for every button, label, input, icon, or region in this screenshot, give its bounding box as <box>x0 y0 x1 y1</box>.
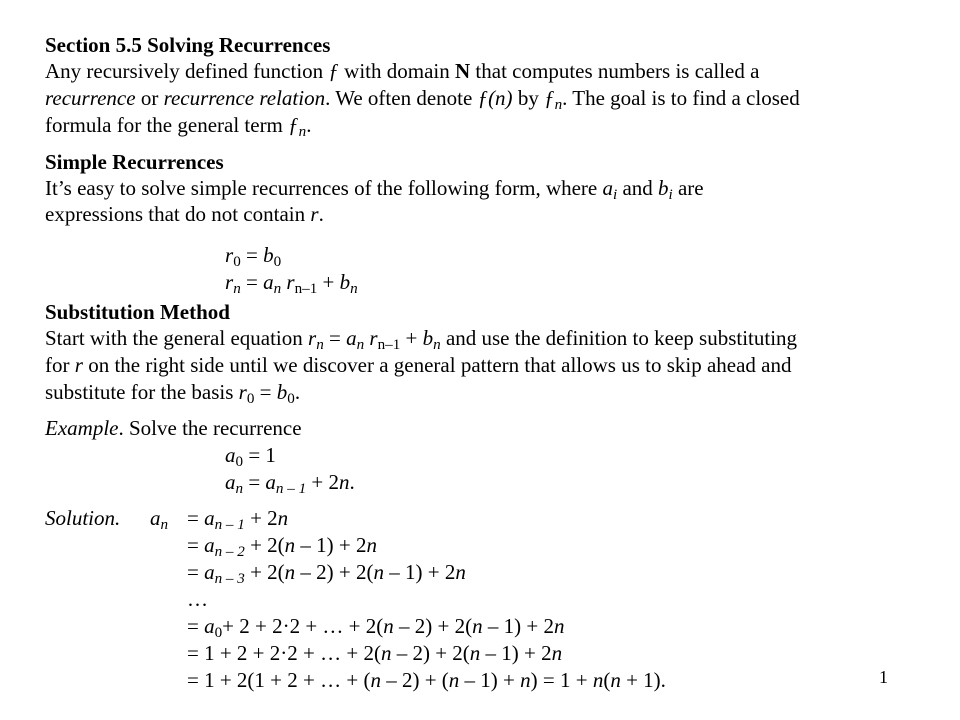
example-line: Example. Solve the recurrence <box>45 416 302 440</box>
page-number: 1 <box>879 667 888 687</box>
solution-step-6: = 1 + 2 + 2·2 + … + 2(n – 2) + 2(n – 1) + 2n <box>187 641 563 665</box>
example-a0: $a_0 = 1$ <box>225 443 276 471</box>
section-title: Section 5.5 Solving Recurrences <box>45 33 331 57</box>
example-an: $a_n = a_{n - 1} + 2n$. <box>225 470 355 498</box>
solution-step-3: = $a_{n - 3} + 2(n - 2) + 2(n - 1) + 2n$ <box>187 560 466 588</box>
solution-step-2: = $a_{n - 2} + 2(n - 1) + 2n$ <box>187 533 377 561</box>
subst-line-3: substitute for the basis $r_0 = b_0$. <box>45 380 301 408</box>
solution-ellipsis: … <box>187 587 208 611</box>
intro-line-3: formula for the general term $ƒ_n$. <box>45 113 312 141</box>
equation-rn: $r_n = a_n$ $r_{n-1} + b_n$ <box>225 270 358 298</box>
simple-recurrences-heading: Simple Recurrences <box>45 150 224 174</box>
solution-an: $a_n$ <box>150 506 169 534</box>
solution-step-7: = 1 + 2(1 + 2 + … + (n – 2) + (n – 1) + n) = 1 + n(n + 1). <box>187 668 666 692</box>
solution-step-1: = $a_{n - 1} + 2n$ <box>187 506 289 534</box>
subst-line-2: for r on the right side until we discover a general pattern that allows us to skip ahead and <box>45 353 792 377</box>
simple-line-1: It’s easy to solve simple recurrences of the following form, where $a_i$ and $b_i$ are <box>45 176 704 204</box>
substitution-heading: Substitution Method <box>45 300 230 324</box>
subst-line-1: Start with the general equation $r_n = a_n$ $r_{n-1} + b_n$ and use the definition to keep substituting <box>45 326 798 354</box>
intro-line-1: Any recursively defined function ƒ with domain N that computes numbers is called a <box>45 59 760 83</box>
simple-line-2: expressions that do not contain r. <box>45 202 324 226</box>
solution-step-5: = $a_0+ 2 + 2\cdot 2$ + … + 2(n – 2) + 2(n – 1) + 2n <box>187 614 565 642</box>
solution-label: Solution. <box>45 506 121 530</box>
equation-r0: $r_0 = b_0$ <box>225 243 282 271</box>
intro-line-2: recurrence or recurrence relation. We often denote ƒ(n) by $ƒ_n$. The goal is to find a closed <box>45 86 800 114</box>
